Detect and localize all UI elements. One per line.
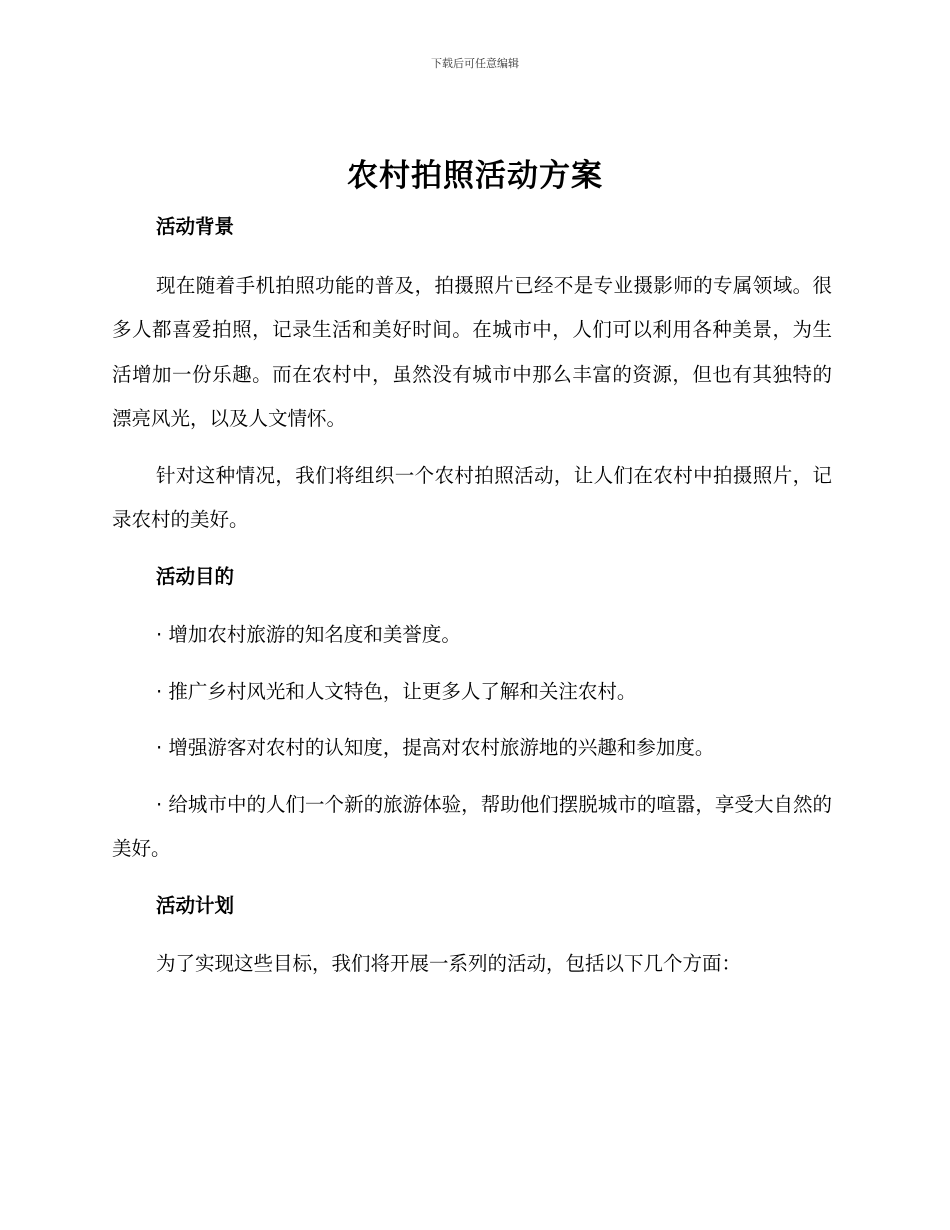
background-paragraph-2: 针对这种情况，我们将组织一个农村拍照活动，让人们在农村中拍摄照片，记录农村的美好。 [112, 463, 832, 531]
document-body [112, 205, 832, 999]
background-paragraph-1: 现在随着手机拍照功能的普及，拍摄照片已经不是专业摄影师的专属领域。很多人都喜爱拍照，记录生活和美好时间。在城市中，人们可以利用各种美景，为生活增加一份乐趣。而在农村中，虽然没有城市中那么丰富的资源，但也有其独特的漂亮风光，以及人文情怀。 [112, 273, 832, 430]
purpose-bullet-2: · 推广乡村风光和人文特色，让更多人了解和关注农村。 [156, 679, 637, 703]
plan-paragraph-1: 为了实现这些目标，我们将开展一系列的活动，包括以下几个方面： [156, 952, 742, 975]
purpose-bullet-4: · 给城市中的人们一个新的旅游体验，帮助他们摆脱城市的喧嚣，享受大自然的美好。 [112, 792, 832, 860]
purpose-bullet-3: · 增强游客对农村的认知度，提高对农村旅游地的兴趣和参加度。 [156, 736, 715, 759]
purpose-bullet-1: · 增加农村旅游的知名度和美誉度。 [156, 623, 461, 646]
section-heading-background: 活动背景 [156, 215, 235, 238]
section-heading-plan: 活动计划 [156, 893, 235, 917]
section-heading-purpose: 活动目的 [156, 564, 235, 588]
page-title: 农村拍照活动方案 [347, 158, 603, 194]
header-note: 下载后可任意编辑 [431, 57, 519, 70]
